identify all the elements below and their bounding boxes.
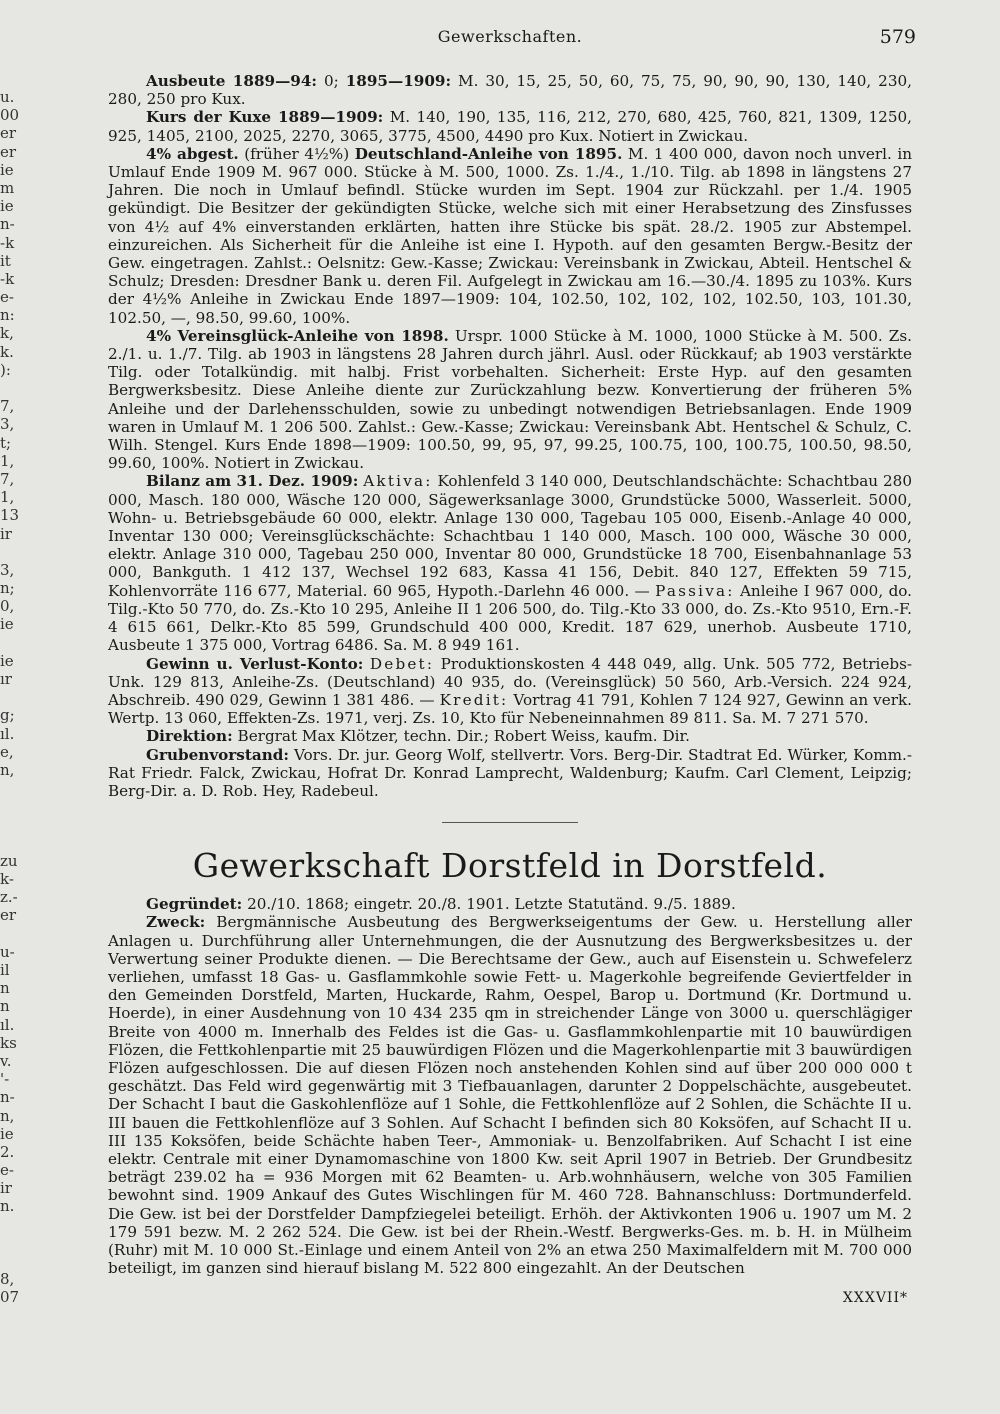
margin-fragment: -k: [0, 269, 15, 288]
margin-fragment: t;: [0, 433, 12, 452]
margin-fragment: e-: [0, 1161, 14, 1180]
margin-fragment: n: [0, 979, 10, 998]
margin-fragment: z.-: [0, 888, 18, 907]
margin-fragment: n-: [0, 1088, 15, 1107]
margin-fragment: it: [0, 251, 11, 270]
margin-fragment: 1,: [0, 488, 15, 507]
margin-fragment: v.: [0, 1051, 12, 1070]
margin-fragment: ie: [0, 615, 14, 634]
label-anleihe-1898: 4% Vereinsglück-Anleihe von 1898.: [146, 326, 449, 345]
margin-fragment: [0, 634, 14, 652]
margin-fragment: 00: [0, 106, 20, 125]
margin-fragment: ir: [0, 1179, 12, 1198]
margin-fragment: ks: [0, 1033, 17, 1052]
margin-fragment: ır: [0, 670, 12, 688]
paragraph-zweck: Zweck: Bergmännische Ausbeutung des Bergwerkseigentums der Gew. u. Herstellung aller Anlagen u. Durchführung aller Unternehmungen, die der Ausnutzung des Bergwerksbesitzes u. der Verwertung seiner Produkte dienen. — Die Berechtsame der Gew., auch auf Eisenstein u. Schwefelerz verliehen, umfasst 18 Gas- u. Gasflammkohle sowie Fett- u. Magerkohle begreifende Geviertfelder in den Gemeinden Dorstfeld, Marten, Huckarde, Rahm, Oespel, Barop u. Dortmund (Kr. Dortmund u. Hoerde), in einer Ausdehnung von 10 434 235 qm in streichender Länge von 3000 u. querschlägiger Breite von 4000 m. Innerhalb des Feldes ist die Gas- u. Gasflammkohlenpartie mit 10 bauwürdigen Flözen, die Fettkohlenpartie mit 25 bauwürdigen Flözen und die Magerkohlenpartie mit 3 bauwürdigen Flözen aufgeschlossen. Die auf diesen Flözen noch anstehenden Kohlen sind auf über 200 000 000 t geschätzt. Das Feld wird gegenwärtig mit 3 Tiefbauanlagen, darunter 2 Doppelschächte, ausgebeutet. Der Schacht I baut die Gaskohlenflöze auf 1 Sohle, die Fettkohlenflöze auf 2 Sohlen, die Schächte II u. III bauen die Fettkohlenflöze auf 3 Sohlen. Auf Schacht I befinden sich 80 Koksöfen, auf Schacht II u. III 135 Koksöfen, beide Schächte haben Teer-, Ammoniak- u. Benzolfabriken. Auf Schacht I ist eine elektr. Centrale mit einer Dynamomaschine von 1800 Kw. seit April 1907 in Betrieb. Der Grundbesitz beträgt 239.02 ha = 936 Morgen mit 62 Beamten- u. Arb.wohnhäusern, welche von 305 Familien bewohnt sind. 1909 Ankauf des Gutes Wischlingen für M. 460 728. Bahnanschluss: Dortmunderfeld. Die Gew. ist bei der Dorstfelder Dampfziegelei beteiligt. Erhöh. der Aktivkonten 1906 u. 1907 um M. 2 179 591 bezw. M. 2 262 524. Die Gew. ist bei der Rhein.-Westf. Bergwerks-Ges. m. b. H. in Mülheim (Ruhr) mit M. 10 000 St.-Einlage und einem Anteil von 2% an etwa 250 Maximalfeldern mit M. 700 000 beteiligt, im ganzen sind hierauf bislang M. 522 800 eingezahlt. An der Deutschen: [108, 913, 912, 1278]
margin-fragment: 13: [0, 506, 20, 525]
signature-mark: XXXVII*: [842, 1290, 908, 1307]
margin-fragment: 2.: [0, 1142, 15, 1161]
margin-fragment: u.: [0, 88, 15, 106]
margin-fragment: '-: [0, 1070, 10, 1089]
margin-fragment: u-: [0, 942, 15, 961]
margin-fragment: k-: [0, 870, 14, 889]
label-direktion: Direktion:: [146, 727, 233, 746]
margin-fragment: er: [0, 124, 17, 143]
label-ausbeute: Ausbeute 1889—94:: [146, 72, 318, 90]
margin-fragment: [0, 1234, 14, 1252]
margin-fragment: [0, 816, 14, 834]
paragraph-gegruendet: Gegründet: 20./10. 1868; eingetr. 20./8. 1901. Letzte Statutänd. 9./5. 1889.: [146, 895, 736, 914]
label-gegruendet: Gegründet:: [146, 895, 243, 914]
label-bilanz: Bilanz am 31. Dez. 1909:: [146, 472, 359, 491]
margin-fragment: ie: [0, 160, 14, 179]
section-divider: [442, 822, 578, 823]
margin-fragment: n.: [0, 1197, 15, 1216]
margin-fragment: [0, 1216, 14, 1234]
margin-fragment: k.: [0, 342, 14, 361]
label-zweck: Zweck:: [146, 913, 206, 932]
margin-fragment: g;: [0, 706, 15, 725]
margin-fragment: -k: [0, 233, 15, 252]
margin-fragment: ir: [0, 524, 12, 543]
margin-fragment: k,: [0, 324, 14, 343]
label-passiva: Passiva:: [655, 581, 735, 600]
label-kurs: Kurs der Kuxe 1889—1909:: [146, 108, 384, 127]
margin-fragment: ie: [0, 1124, 14, 1143]
page-number: 579: [879, 26, 916, 48]
margin-fragment: 8,: [0, 1270, 15, 1289]
section-title: Gewerkschaft Dorstfeld in Dorstfeld.: [192, 846, 828, 886]
margin-fragment: 07: [0, 1288, 20, 1307]
running-title: Gewerkschaften.: [437, 27, 583, 46]
margin-fragment: ie: [0, 197, 14, 216]
label-anleihe-1895: 4% abgest.: [146, 144, 239, 163]
paragraph-gewinn: Gewinn u. Verlust-Konto: Debet: Produktionskosten 4 448 049, allg. Unk. 505 772, Betriebs-Unk. 129 813, Anleihe-Zs. (Deutschland) 40 935, do. (Vereinsglück) 50 560, Arb.-Versich. 224 924, Abschreib. 490 029, Gewinn 1 381 486. — Kredit: Vortrag 41 791, Kohlen 7 124 927, Gewinn an verk. Wertp. 13 060, Effekten-Zs. 1971, verj. Zs. 10, Kto für Nebeneinnahmen 89 811. Sa. M. 7 271 570.: [108, 654, 913, 728]
paragraph-bilanz: Bilanz am 31. Dez. 1909: Aktiva: Kohlenfeld 3 140 000, Deutschlandschächte: Schachtbau 280 000, Masch. 180 000, Wäsche 120 000, Sägewerksanlage 3000, Grundstücke 5000, Wasserleit. 5000, Wohn- u. Betriebsgebäude 60 000, elektr. Anlage 130 000, Tagebau 105 000, Eisenb.-Anlage 40 000, Inventar 130 000; Vereinsglückschächte: Schachtbau 1 140 000, Masch. 100 000, Wäsche 30 000, elektr. Anlage 310 000, Tagebau 250 000, Inventar 80 000, Grundstücke 18 700, Eisenbahnanlage 53 000, Bankguth. 1 412 137, Wechsel 192 683, Kassa 41 156, Debit. 840 127, Effekten 59 715, Kohlenvorräte 116 677, Material. 60 965, Hypoth.-Darlehn 46 000. — Passiva: Anleihe I 967 000, do. Tilg.-Kto 50 770, do. Zs.-Kto 10 295, Anleihe II 1 206 500, do. Tilg.-Kto 33 000, do. Zs.-Kto 9510, Ern.-F. 4 615 661, Delkr.-Kto 85 599, Grundschuld 400 000, Kredit. 187 629, unerhob. Ausbeute 1710, Ausbeute 1 375 000, Vortrag 6486. Sa. M. 8 949 161.: [108, 472, 913, 655]
paragraph-grubenvorstand: Grubenvorstand: Vors. Dr. jur. Georg Wolf, stellvertr. Vors. Berg-Dir. Stadtrat Ed. Würker, Komm.-Rat Friedr. Falck, Zwickau, Hofrat Dr. Konrad Lamprecht, Waldenburg; Kaufm. Carl Clement, Leipzig; Berg-Dir. a. D. Rob. Hey, Radebeul.: [108, 745, 912, 800]
margin-fragment: 7,: [0, 397, 15, 416]
margin-fragment: n;: [0, 579, 15, 598]
paragraph-direktion: Direktion: Bergrat Max Klötzer, techn. Dir.; Robert Weiss, kaufm. Dir.: [146, 727, 690, 746]
margin-fragment: [0, 379, 14, 397]
margin-fragment: 7,: [0, 469, 15, 488]
label-ausbeute-2: 1895—1909:: [345, 72, 452, 90]
margin-fragment: ıl.: [0, 724, 15, 743]
margin-fragment: m: [0, 178, 15, 197]
running-head: [108, 26, 916, 58]
label-grubenvorstand: Grubenvorstand:: [146, 745, 289, 764]
margin-fragment: n: [0, 997, 10, 1016]
margin-fragment: 1,: [0, 451, 15, 470]
margin-fragment: 0,: [0, 597, 15, 616]
paragraph-anleihe-1898: 4% Vereinsglück-Anleihe von 1898. Urspr. 1000 Stücke à M. 1000, 1000 Stücke à M. 500. Zs. 2./1. u. 1./7. Tilg. ab 1903 in längstens 28 Jahren durch jährl. Ausl. oder Rückkauf; ab 1903 verstärkte Tilg. oder Totalkündig. mit halbj. Frist vorbehalten. Sicherheit: Erste Hyp. auf den gesamten Bergwerksbesitz. Diese Anleihe diente zur Zurückzahlung bezw. Konvertierung der früheren 5% Anleihe und der Darlehensschulden, sowie zu unbedingt notwendigen Betriebsanlagen. Ende 1909 waren in Umlauf M. 1 206 500. Zahlst.: Gew.-Kasse; Zwickau: Vereinsbank Abt. Hentschel & Schulz, C. Wilh. Stengel. Kurs Ende 1898—1909: 100.50, 99, 95, 97, 99.25, 100.75, 100, 100.75, 100.50, 98.50, 99.60, 100%. Notiert in Zwickau.: [108, 326, 912, 473]
margin-fragment: 3,: [0, 415, 15, 434]
left-margin-bleed: [0, 88, 20, 1307]
label-gewinn: Gewinn u. Verlust-Konto:: [146, 654, 364, 673]
margin-fragment: [0, 834, 14, 852]
margin-fragment: e,: [0, 742, 14, 761]
margin-fragment: n,: [0, 1106, 15, 1125]
margin-fragment: [0, 797, 14, 815]
margin-fragment: [0, 1252, 14, 1270]
label-debet: Debet:: [369, 654, 435, 673]
label-aktiva: Aktiva:: [363, 472, 433, 491]
margin-fragment: n-: [0, 215, 15, 234]
margin-fragment: e-: [0, 288, 14, 307]
margin-fragment: ie: [0, 651, 14, 670]
margin-fragment: er: [0, 142, 17, 161]
margin-fragment: n:: [0, 306, 15, 325]
paragraph-ausbeute: Ausbeute 1889—94: 0; 1895—1909: M. 30, 15, 25, 50, 60, 75, 75, 90, 90, 90, 130, 140, 230, 280, 250 pro Kux.: [108, 72, 912, 109]
margin-fragment: [0, 688, 14, 706]
margin-fragment: zu: [0, 851, 18, 870]
paragraph-kurs: Kurs der Kuxe 1889—1909: M. 140, 190, 135, 116, 212, 270, 680, 425, 760, 821, 1309, 1250, 925, 1405, 2100, 2025, 2270, 3065, 3775, 4500, 4490 pro Kux. Notiert in Zwickau.: [108, 108, 912, 145]
margin-fragment: er: [0, 906, 17, 925]
margin-fragment: [0, 925, 14, 943]
page-column: [108, 26, 916, 1308]
margin-fragment: il: [0, 961, 10, 979]
margin-fragment: [0, 543, 14, 561]
margin-fragment: 3,: [0, 560, 15, 579]
margin-fragment: n,: [0, 760, 15, 779]
margin-fragment: ):: [0, 360, 11, 379]
label-anleihe-1895-2: Deutschland-Anleihe von 1895.: [354, 144, 623, 163]
margin-fragment: ıl.: [0, 1015, 15, 1034]
label-kredit: Kredit:: [439, 690, 509, 709]
margin-fragment: [0, 779, 14, 797]
paragraph-anleihe-1895: 4% abgest. (früher 4½%) Deutschland-Anleihe von 1895. M. 1 400 000, davon noch unverl. in Umlauf Ende 1909 M. 967 000. Stücke à M. 500, 1000. Zs. 1./4., 1./10. Tilg. ab 1898 in längstens 27 Jahren. Die noch in Umlauf befindl. Stücke wurden im Sept. 1904 zur Rückzahl. per 1./4. 1905 gekündigt. Die Besitzer der gekündigten Stücke, welche sich mit einer Herabsetzung des Zinsfusses von 4½ auf 4% einverstanden erklärten, hatten ihre Stücke bis spät. 28./2. 1905 zur Abstempel. einzureichen. Als Sicherheit für die Anleihe ist eine I. Hypoth. auf den gesamten Bergw.-Besitz der Gew. eingetragen. Zahlst.: Oelsnitz: Gew.-Kasse; Zwickau: Vereinsbank in Zwickau, Abteil. Hentschel & Schulz; Dresden: Dresdner Bank u. deren Fil. Aufgelegt in Zwickau am 16.—30./4. 1895 zu 103%. Kurs der 4½% Anleihe in Zwickau Ende 1897—1909: 104, 102.50, 102, 102, 102, 102.50, 103, 101.30, 102.50, —, 98.50, 99.60, 100%.: [108, 144, 912, 327]
